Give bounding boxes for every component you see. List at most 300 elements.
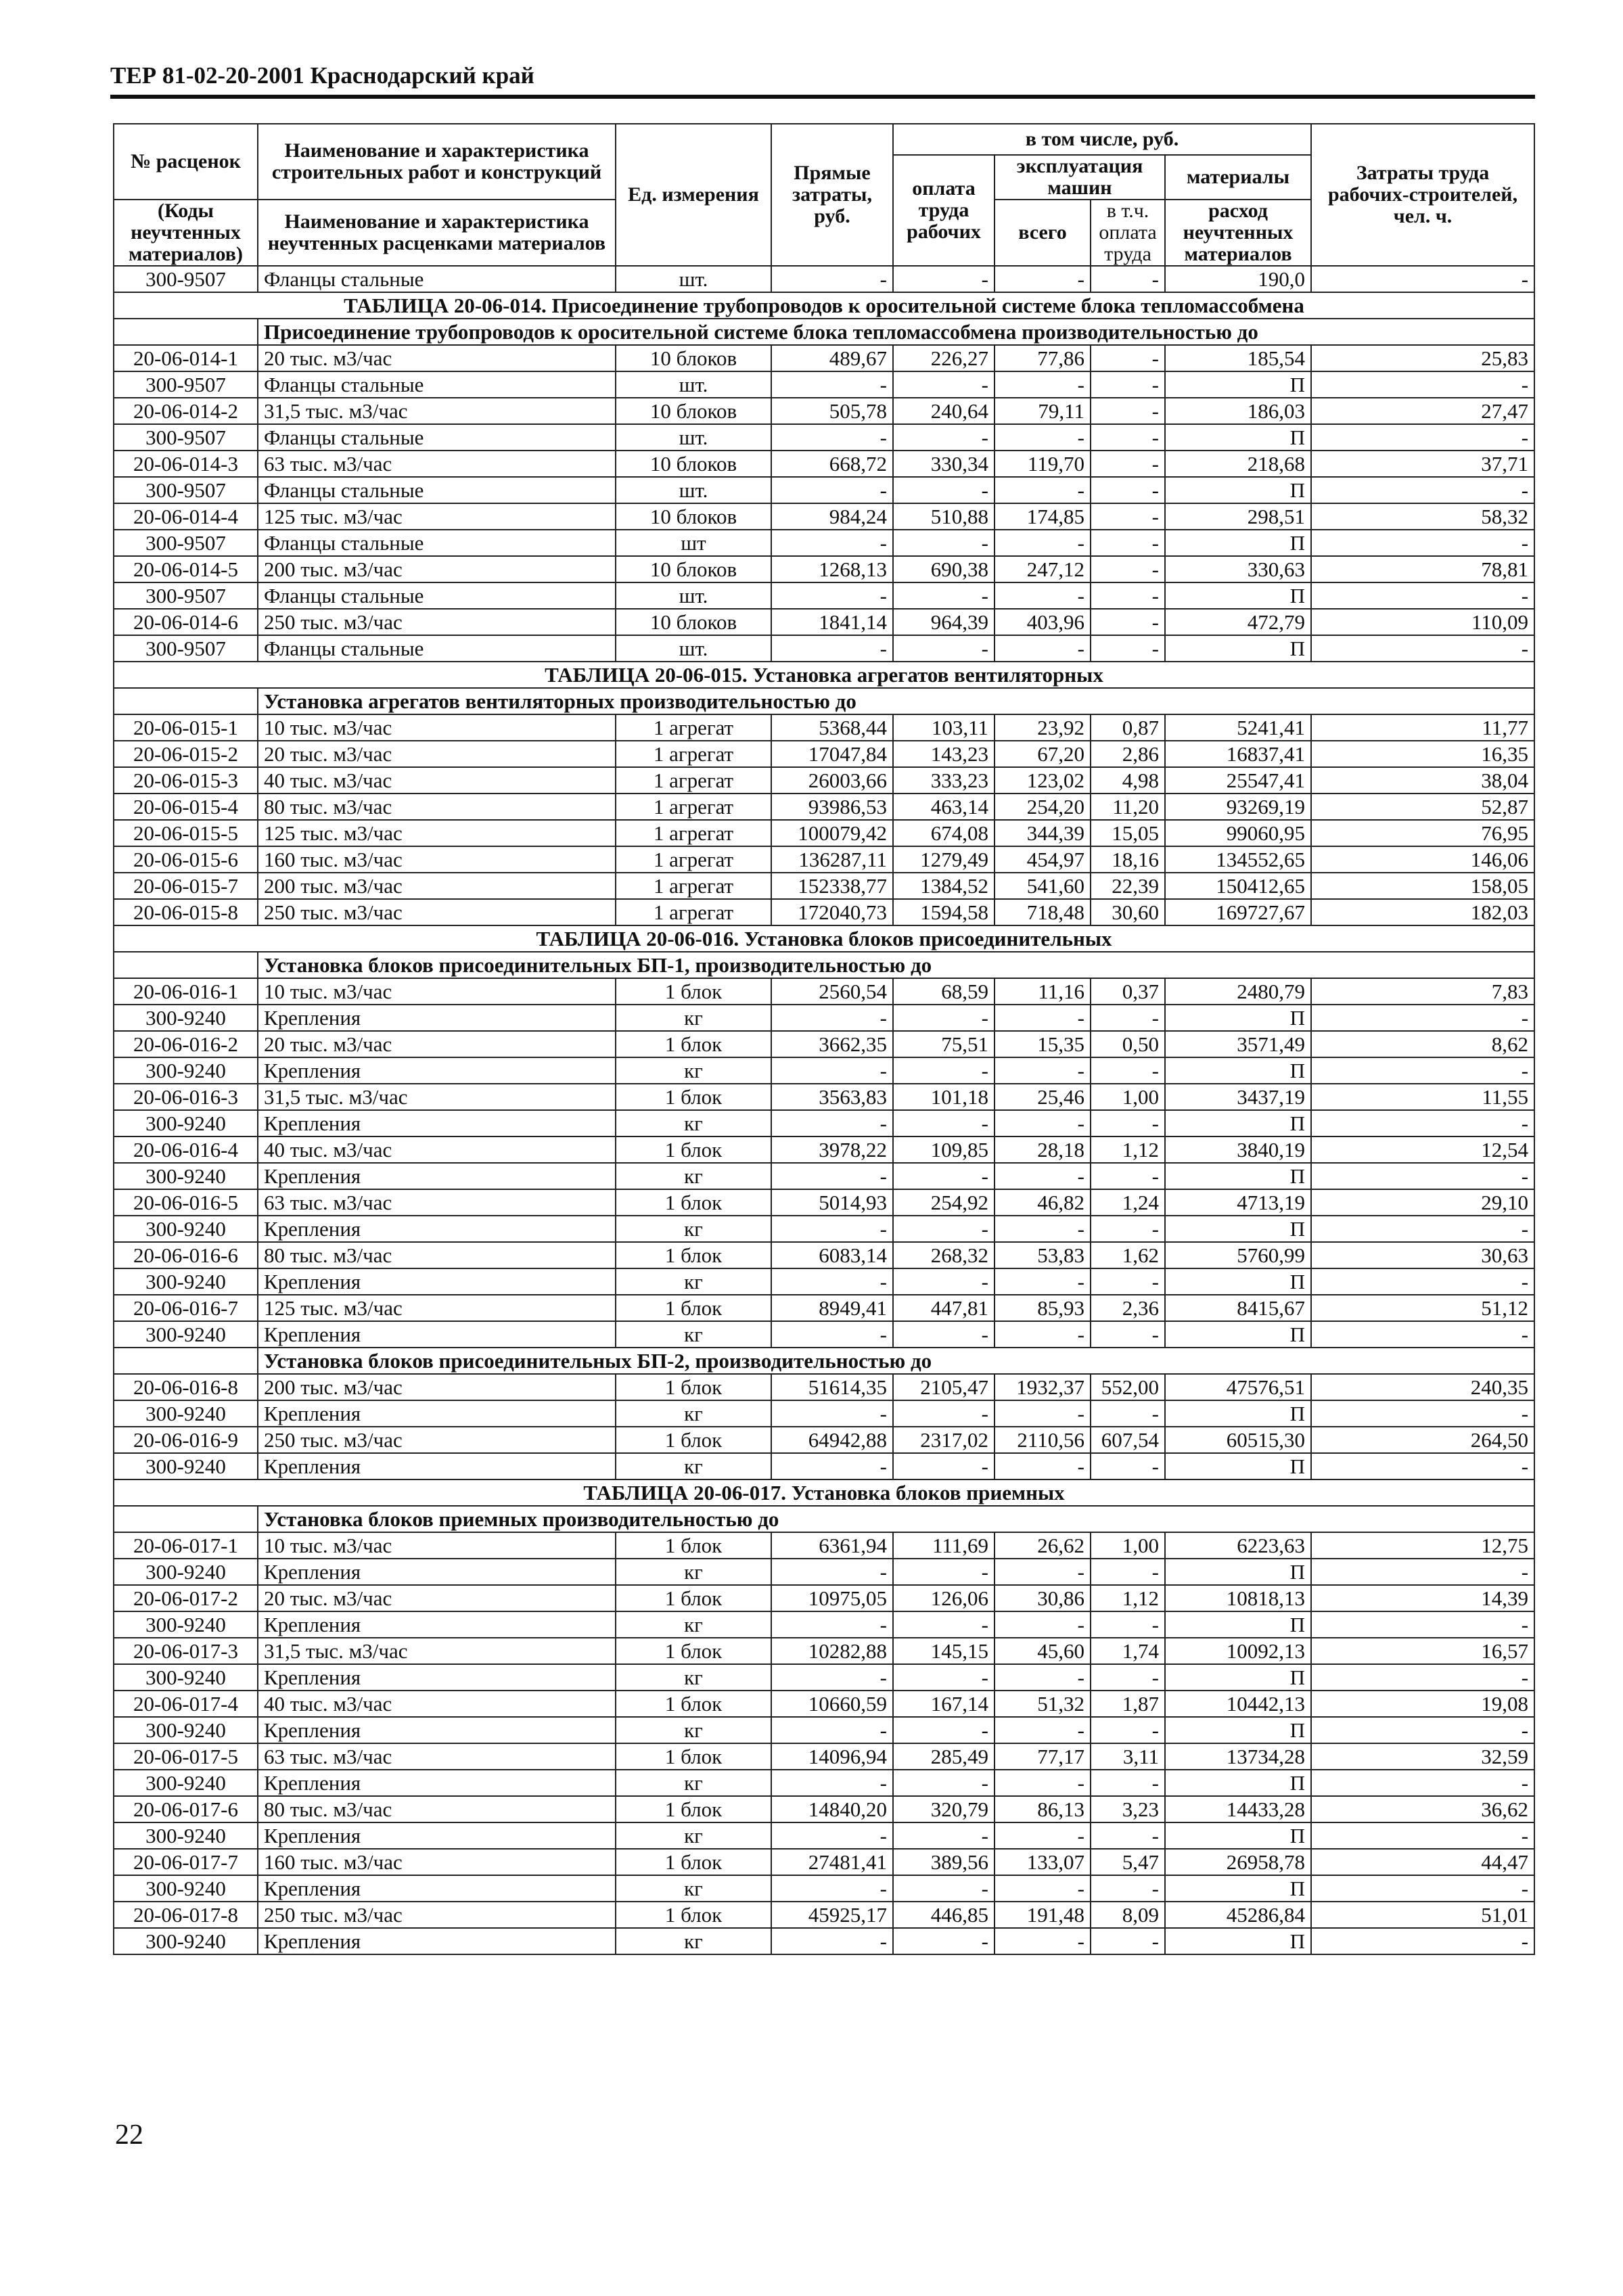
table-cell-mach-total: - xyxy=(995,582,1091,609)
table-cell-mach-total: - xyxy=(995,477,1091,503)
table-cell-wages: - xyxy=(893,1216,995,1242)
table-cell-wages: 254,92 xyxy=(893,1189,995,1216)
col-mach-total-header: всего xyxy=(995,200,1091,266)
table-cell-mach-wages: 1,62 xyxy=(1091,1242,1165,1268)
table-cell-name: 20 тыс. м3/час xyxy=(258,741,616,767)
table-cell-direct: - xyxy=(771,582,893,609)
table-cell-code xyxy=(114,319,258,345)
table-cell-wages: 320,79 xyxy=(893,1796,995,1822)
table-cell-materials: 26958,78 xyxy=(1165,1849,1311,1875)
table-cell-materials: 134552,65 xyxy=(1165,846,1311,873)
table-cell-code: 20-06-017-5 xyxy=(114,1743,258,1770)
table-cell-mach-total: 30,86 xyxy=(995,1585,1091,1611)
table-cell-labor: 7,83 xyxy=(1311,978,1534,1005)
table-cell-code: 300-9240 xyxy=(114,1928,258,1954)
table-cell-direct: - xyxy=(771,1268,893,1295)
table-cell-materials: П xyxy=(1165,1717,1311,1743)
table-cell-unit: кг xyxy=(616,1005,771,1031)
table-row xyxy=(114,1136,1534,1163)
table-cell-name: Крепления xyxy=(258,1611,616,1638)
table-row xyxy=(114,1189,1534,1216)
table-cell-direct: 8949,41 xyxy=(771,1295,893,1321)
table-cell-labor: - xyxy=(1311,1875,1534,1902)
table-cell-name: Крепления xyxy=(258,1057,616,1084)
table-cell-mach-total: 85,93 xyxy=(995,1295,1091,1321)
table-cell-materials: 190,0 xyxy=(1165,266,1311,292)
table-cell-code: 20-06-016-5 xyxy=(114,1189,258,1216)
table-cell-direct: 136287,11 xyxy=(771,846,893,873)
table-cell-code: 20-06-017-8 xyxy=(114,1902,258,1928)
col-labor-header: Затраты труда рабочих-строителей, чел. ч. xyxy=(1311,124,1534,266)
table-cell-unit: кг xyxy=(616,1928,771,1954)
table-cell-name: Фланцы стальные xyxy=(258,424,616,451)
table-cell-mach-wages: - xyxy=(1091,398,1165,424)
table-cell-unit: 1 агрегат xyxy=(616,899,771,925)
col-incl-header: в том числе, руб. xyxy=(893,124,1311,155)
table-cell-mach-total: - xyxy=(995,1664,1091,1691)
table-cell-code: 300-9240 xyxy=(114,1664,258,1691)
table-row xyxy=(114,1427,1534,1453)
table-cell-mach-wages: 5,47 xyxy=(1091,1849,1165,1875)
table-cell-mach-total: - xyxy=(995,1268,1091,1295)
table-cell-labor: 182,03 xyxy=(1311,899,1534,925)
table-cell-wages: - xyxy=(893,1611,995,1638)
table-cell-code: 300-9240 xyxy=(114,1216,258,1242)
subsection-title: Присоединение трубопроводов к оросительной системе блока тепломассобмена производительностью до xyxy=(258,319,1534,345)
table-cell-mach-wages: 2,86 xyxy=(1091,741,1165,767)
table-cell-unit: 10 блоков xyxy=(616,345,771,371)
table-cell-unit: 1 блок xyxy=(616,1638,771,1664)
table-cell-mach-wages: 1,87 xyxy=(1091,1691,1165,1717)
table-cell-materials: 4713,19 xyxy=(1165,1189,1311,1216)
table-cell-unit: 1 блок xyxy=(616,1427,771,1453)
table-row xyxy=(114,1691,1534,1717)
table-cell-mach-wages: - xyxy=(1091,1559,1165,1585)
table-cell-direct: 6361,94 xyxy=(771,1532,893,1559)
table-cell-mach-wages: - xyxy=(1091,1400,1165,1427)
table-cell-unit: шт. xyxy=(616,424,771,451)
table-cell-mach-wages: 8,09 xyxy=(1091,1902,1165,1928)
table-cell-mach-wages: 22,39 xyxy=(1091,873,1165,899)
table-cell-wages: 268,32 xyxy=(893,1242,995,1268)
table-cell-code: 20-06-014-5 xyxy=(114,556,258,582)
table-cell-mach-wages: - xyxy=(1091,1216,1165,1242)
table-cell-materials: 186,03 xyxy=(1165,398,1311,424)
table-cell-labor: - xyxy=(1311,1770,1534,1796)
table-row xyxy=(114,1928,1534,1954)
table-cell-materials: П xyxy=(1165,477,1311,503)
table-cell-mach-wages: - xyxy=(1091,1875,1165,1902)
table-cell-code: 20-06-016-2 xyxy=(114,1031,258,1057)
table-cell-mach-total: 51,32 xyxy=(995,1691,1091,1717)
table-cell-unit: 1 блок xyxy=(616,1374,771,1400)
table-cell-materials: 8415,67 xyxy=(1165,1295,1311,1321)
table-cell-name: 80 тыс. м3/час xyxy=(258,794,616,820)
table-row xyxy=(114,371,1534,398)
col-materials-header: материалы xyxy=(1165,155,1311,200)
table-cell-mach-total: 77,17 xyxy=(995,1743,1091,1770)
table-cell-mach-wages: - xyxy=(1091,1057,1165,1084)
table-cell-materials: П xyxy=(1165,1400,1311,1427)
table-cell-direct: - xyxy=(771,1005,893,1031)
table-row xyxy=(114,873,1534,899)
table-cell-direct: 2560,54 xyxy=(771,978,893,1005)
table-cell-name: Крепления xyxy=(258,1770,616,1796)
table-cell-wages: - xyxy=(893,1717,995,1743)
table-row xyxy=(114,846,1534,873)
table-cell-labor: 51,12 xyxy=(1311,1295,1534,1321)
table-cell-unit: 1 блок xyxy=(616,1691,771,1717)
table-cell-direct: 10975,05 xyxy=(771,1585,893,1611)
table-cell-direct: 14096,94 xyxy=(771,1743,893,1770)
table-cell-name: 125 тыс. м3/час xyxy=(258,820,616,846)
table-cell-wages: - xyxy=(893,1875,995,1902)
table-cell-code: 20-06-015-6 xyxy=(114,846,258,873)
table-cell-mach-wages: - xyxy=(1091,1268,1165,1295)
table-cell-code: 20-06-016-8 xyxy=(114,1374,258,1400)
table-cell-direct: - xyxy=(771,1216,893,1242)
section-title: ТАБЛИЦА 20-06-014. Присоединение трубопроводов к оросительной системе блока тепломассобмена xyxy=(114,292,1534,319)
table-cell-labor: 32,59 xyxy=(1311,1743,1534,1770)
rates-table xyxy=(113,123,1535,1955)
table-cell-mach-total: - xyxy=(995,371,1091,398)
table-cell-mach-total: - xyxy=(995,1453,1091,1479)
table-cell-direct: - xyxy=(771,371,893,398)
table-cell-wages: 690,38 xyxy=(893,556,995,582)
table-cell-mach-total: 344,39 xyxy=(995,820,1091,846)
table-cell-code: 20-06-016-9 xyxy=(114,1427,258,1453)
table-cell-direct: - xyxy=(771,1822,893,1849)
table-cell-labor: 110,09 xyxy=(1311,609,1534,635)
table-cell-unit: шт. xyxy=(616,582,771,609)
table-cell-direct: 93986,53 xyxy=(771,794,893,820)
table-cell-mach-wages: 11,20 xyxy=(1091,794,1165,820)
table-cell-wages: - xyxy=(893,1110,995,1136)
col-name-header: Наименование и характеристика строительных работ и конструкций xyxy=(258,124,616,200)
table-cell-unit: 1 агрегат xyxy=(616,714,771,741)
table-cell-direct: - xyxy=(771,1770,893,1796)
table-cell-mach-total: 247,12 xyxy=(995,556,1091,582)
table-row xyxy=(114,1902,1534,1928)
table-cell-direct: 5014,93 xyxy=(771,1189,893,1216)
table-cell-wages: 111,69 xyxy=(893,1532,995,1559)
table-cell-direct: 14840,20 xyxy=(771,1796,893,1822)
table-cell-direct: - xyxy=(771,1453,893,1479)
table-cell-unit: 1 блок xyxy=(616,978,771,1005)
table-cell-labor: - xyxy=(1311,1611,1534,1638)
table-cell-mach-wages: 0,87 xyxy=(1091,714,1165,741)
table-cell-unit: 10 блоков xyxy=(616,451,771,477)
table-cell-mach-wages: - xyxy=(1091,477,1165,503)
table-cell-labor: - xyxy=(1311,477,1534,503)
table-cell-code: 20-06-016-3 xyxy=(114,1084,258,1110)
table-cell-code: 300-9240 xyxy=(114,1717,258,1743)
table-cell-labor: 51,01 xyxy=(1311,1902,1534,1928)
table-cell-unit: кг xyxy=(616,1822,771,1849)
table-section-title xyxy=(114,1479,1534,1506)
table-cell-materials: П xyxy=(1165,530,1311,556)
table-cell-wages: 126,06 xyxy=(893,1585,995,1611)
table-cell-labor: 146,06 xyxy=(1311,846,1534,873)
table-cell-mach-wages: - xyxy=(1091,1611,1165,1638)
table-cell-name: 10 тыс. м3/час xyxy=(258,1532,616,1559)
table-cell-materials: 2480,79 xyxy=(1165,978,1311,1005)
table-cell-direct: 45925,17 xyxy=(771,1902,893,1928)
table-cell-name: 20 тыс. м3/час xyxy=(258,345,616,371)
table-cell-code: 300-9507 xyxy=(114,266,258,292)
table-cell-labor: - xyxy=(1311,1928,1534,1954)
table-row xyxy=(114,1796,1534,1822)
table-cell-wages: 1594,58 xyxy=(893,899,995,925)
table-cell-unit: шт xyxy=(616,530,771,556)
page-number: 22 xyxy=(115,2119,143,2151)
table-cell-direct: 10282,88 xyxy=(771,1638,893,1664)
table-cell-wages: 964,39 xyxy=(893,609,995,635)
table-cell-mach-total: 718,48 xyxy=(995,899,1091,925)
table-cell-direct: 3978,22 xyxy=(771,1136,893,1163)
table-cell-labor: - xyxy=(1311,1559,1534,1585)
table-cell-mach-total: 119,70 xyxy=(995,451,1091,477)
table-cell-name: Фланцы стальные xyxy=(258,582,616,609)
table-cell-direct: - xyxy=(771,424,893,451)
table-cell-materials: П xyxy=(1165,1268,1311,1295)
table-cell-name: 200 тыс. м3/час xyxy=(258,556,616,582)
table-cell-name: 31,5 тыс. м3/час xyxy=(258,1084,616,1110)
table-cell-name: 250 тыс. м3/час xyxy=(258,1427,616,1453)
table-row xyxy=(114,582,1534,609)
section-title: ТАБЛИЦА 20-06-015. Установка агрегатов вентиляторных xyxy=(114,662,1534,688)
table-cell-mach-total: 1932,37 xyxy=(995,1374,1091,1400)
table-cell-mach-total: - xyxy=(995,1057,1091,1084)
table-cell-direct: - xyxy=(771,1664,893,1691)
table-cell-labor: - xyxy=(1311,1268,1534,1295)
table-cell-code: 20-06-016-4 xyxy=(114,1136,258,1163)
table-cell-wages: - xyxy=(893,1321,995,1348)
table-cell-code: 20-06-014-3 xyxy=(114,451,258,477)
table-row xyxy=(114,1611,1534,1638)
subsection-title: Установка блоков приемных производительностью до xyxy=(258,1506,1534,1532)
table-cell-materials: П xyxy=(1165,1875,1311,1902)
table-cell-direct: 668,72 xyxy=(771,451,893,477)
table-cell-unit: 1 блок xyxy=(616,1849,771,1875)
table-cell-materials: П xyxy=(1165,1822,1311,1849)
table-cell-name: Крепления xyxy=(258,1664,616,1691)
table-cell-unit: 1 блок xyxy=(616,1532,771,1559)
table-body xyxy=(114,266,1534,1954)
col-unit-header: Ед. измерения xyxy=(616,124,771,266)
table-cell-unit: 1 блок xyxy=(616,1136,771,1163)
table-cell-mach-total: 454,97 xyxy=(995,846,1091,873)
table-cell-name: 125 тыс. м3/час xyxy=(258,503,616,530)
table-row xyxy=(114,1321,1534,1348)
table-cell-materials: 185,54 xyxy=(1165,345,1311,371)
table-cell-mach-wages: - xyxy=(1091,1453,1165,1479)
table-row xyxy=(114,714,1534,741)
table-cell-unit: 10 блоков xyxy=(616,398,771,424)
table-cell-materials: 99060,95 xyxy=(1165,820,1311,846)
table-cell-wages: - xyxy=(893,1559,995,1585)
table-cell-direct: - xyxy=(771,477,893,503)
table-cell-unit: кг xyxy=(616,1664,771,1691)
table-cell-labor: - xyxy=(1311,530,1534,556)
table-row xyxy=(114,1849,1534,1875)
table-row xyxy=(114,1770,1534,1796)
table-cell-wages: - xyxy=(893,1163,995,1189)
table-cell-direct: 10660,59 xyxy=(771,1691,893,1717)
table-cell-wages: - xyxy=(893,1664,995,1691)
table-cell-mach-wages: 1,00 xyxy=(1091,1532,1165,1559)
table-cell-wages: 674,08 xyxy=(893,820,995,846)
table-cell-code: 20-06-017-7 xyxy=(114,1849,258,1875)
table-cell-name: Крепления xyxy=(258,1717,616,1743)
table-cell-wages: 447,81 xyxy=(893,1295,995,1321)
table-cell-labor: 30,63 xyxy=(1311,1242,1534,1268)
table-row xyxy=(114,503,1534,530)
table-cell-materials: 6223,63 xyxy=(1165,1532,1311,1559)
table-cell-unit: кг xyxy=(616,1110,771,1136)
table-cell-materials: 472,79 xyxy=(1165,609,1311,635)
table-cell-name: Крепления xyxy=(258,1453,616,1479)
table-cell-direct: - xyxy=(771,1400,893,1427)
table-cell-code: 300-9240 xyxy=(114,1268,258,1295)
table-cell-name: Фланцы стальные xyxy=(258,266,616,292)
table-cell-materials: 5760,99 xyxy=(1165,1242,1311,1268)
table-cell-name: 40 тыс. м3/час xyxy=(258,767,616,794)
table-cell-name: Фланцы стальные xyxy=(258,530,616,556)
table-cell-direct: - xyxy=(771,1611,893,1638)
table-cell-wages: 145,15 xyxy=(893,1638,995,1664)
table-cell-wages: 1384,52 xyxy=(893,873,995,899)
table-cell-direct: 1841,14 xyxy=(771,609,893,635)
table-cell-mach-total: 79,11 xyxy=(995,398,1091,424)
table-cell-mach-total: 86,13 xyxy=(995,1796,1091,1822)
table-cell-materials: П xyxy=(1165,1928,1311,1954)
table-cell-unit: кг xyxy=(616,1453,771,1479)
table-cell-labor: 52,87 xyxy=(1311,794,1534,820)
table-cell-mach-total: - xyxy=(995,1928,1091,1954)
table-cell-materials: 10818,13 xyxy=(1165,1585,1311,1611)
table-cell-labor: 11,55 xyxy=(1311,1084,1534,1110)
table-cell-materials: 25547,41 xyxy=(1165,767,1311,794)
table-cell-unit: 1 агрегат xyxy=(616,794,771,820)
table-cell-code: 300-9240 xyxy=(114,1005,258,1031)
section-title: ТАБЛИЦА 20-06-017. Установка блоков приемных xyxy=(114,1479,1534,1506)
table-row xyxy=(114,1453,1534,1479)
table-cell-materials: П xyxy=(1165,371,1311,398)
table-cell-materials: 10442,13 xyxy=(1165,1691,1311,1717)
table-cell-mach-wages: 1,00 xyxy=(1091,1084,1165,1110)
table-cell-wages: 103,11 xyxy=(893,714,995,741)
table-cell-mach-total: 67,20 xyxy=(995,741,1091,767)
table-cell-unit: 1 блок xyxy=(616,1031,771,1057)
table-cell-direct: - xyxy=(771,530,893,556)
table-cell-unit: кг xyxy=(616,1717,771,1743)
table-cell-mach-total: 15,35 xyxy=(995,1031,1091,1057)
table-cell-wages: 167,14 xyxy=(893,1691,995,1717)
table-cell-mach-total: - xyxy=(995,1400,1091,1427)
table-cell-wages: - xyxy=(893,1400,995,1427)
table-cell-direct: 172040,73 xyxy=(771,899,893,925)
table-cell-code: 300-9507 xyxy=(114,582,258,609)
table-cell-mach-wages: - xyxy=(1091,582,1165,609)
table-row xyxy=(114,899,1534,925)
table-cell-mach-wages: - xyxy=(1091,345,1165,371)
table-cell-materials: П xyxy=(1165,424,1311,451)
table-cell-mach-wages: - xyxy=(1091,1717,1165,1743)
table-cell-wages: 2105,47 xyxy=(893,1374,995,1400)
table-cell-wages: 330,34 xyxy=(893,451,995,477)
table-cell-mach-wages: - xyxy=(1091,451,1165,477)
table-cell-mach-wages: 0,37 xyxy=(1091,978,1165,1005)
table-cell-wages: - xyxy=(893,266,995,292)
table-cell-wages: 2317,02 xyxy=(893,1427,995,1453)
table-cell-materials: П xyxy=(1165,1163,1311,1189)
table-cell-labor: - xyxy=(1311,1717,1534,1743)
table-cell-materials: 3571,49 xyxy=(1165,1031,1311,1057)
table-cell-code: 300-9507 xyxy=(114,635,258,662)
table-cell-unit: 1 блок xyxy=(616,1796,771,1822)
table-cell-labor: - xyxy=(1311,1453,1534,1479)
table-cell-mach-wages: - xyxy=(1091,609,1165,635)
table-cell-mach-wages: 607,54 xyxy=(1091,1427,1165,1453)
table-row xyxy=(114,635,1534,662)
section-title: ТАБЛИЦА 20-06-016. Установка блоков присоединительных xyxy=(114,925,1534,952)
table-cell-unit: кг xyxy=(616,1216,771,1242)
table-cell-mach-wages: - xyxy=(1091,1928,1165,1954)
table-cell-mach-wages: 0,50 xyxy=(1091,1031,1165,1057)
table-cell-name: 40 тыс. м3/час xyxy=(258,1136,616,1163)
table-cell-unit: шт. xyxy=(616,371,771,398)
table-cell-unit: 1 агрегат xyxy=(616,846,771,873)
table-cell-mach-wages: - xyxy=(1091,1321,1165,1348)
table-cell-mach-wages: - xyxy=(1091,1163,1165,1189)
table-cell-materials: П xyxy=(1165,1110,1311,1136)
table-cell-direct: 3662,35 xyxy=(771,1031,893,1057)
table-cell-name: Крепления xyxy=(258,1559,616,1585)
table-cell-code: 300-9240 xyxy=(114,1321,258,1348)
table-row xyxy=(114,1638,1534,1664)
table-cell-labor: - xyxy=(1311,1110,1534,1136)
table-cell-labor: - xyxy=(1311,1822,1534,1849)
table-cell-direct: - xyxy=(771,1163,893,1189)
table-cell-mach-total: 23,92 xyxy=(995,714,1091,741)
table-cell-name: Крепления xyxy=(258,1400,616,1427)
table-cell-materials: П xyxy=(1165,1453,1311,1479)
table-cell-mach-total: 541,60 xyxy=(995,873,1091,899)
table-cell-labor: 264,50 xyxy=(1311,1427,1534,1453)
table-cell-mach-total: 133,07 xyxy=(995,1849,1091,1875)
table-cell-direct: 5368,44 xyxy=(771,714,893,741)
table-cell-code: 300-9240 xyxy=(114,1559,258,1585)
table-row xyxy=(114,1216,1534,1242)
table-cell-name: Крепления xyxy=(258,1822,616,1849)
table-cell-wages: - xyxy=(893,1928,995,1954)
table-cell-materials: П xyxy=(1165,1216,1311,1242)
table-subsection xyxy=(114,1506,1534,1532)
table-cell-wages: 446,85 xyxy=(893,1902,995,1928)
table-cell-wages: - xyxy=(893,424,995,451)
table-cell-code: 20-06-015-7 xyxy=(114,873,258,899)
page-header: ТЕР 81-02-20-2001 Краснодарский край xyxy=(110,62,1535,99)
table-cell-code: 20-06-015-1 xyxy=(114,714,258,741)
table-cell-labor: - xyxy=(1311,424,1534,451)
table-cell-materials: 330,63 xyxy=(1165,556,1311,582)
table-cell-unit: кг xyxy=(616,1875,771,1902)
table-cell-name: 80 тыс. м3/час xyxy=(258,1242,616,1268)
table-cell-unit: кг xyxy=(616,1770,771,1796)
table-cell-code xyxy=(114,1506,258,1532)
table-cell-labor: 8,62 xyxy=(1311,1031,1534,1057)
